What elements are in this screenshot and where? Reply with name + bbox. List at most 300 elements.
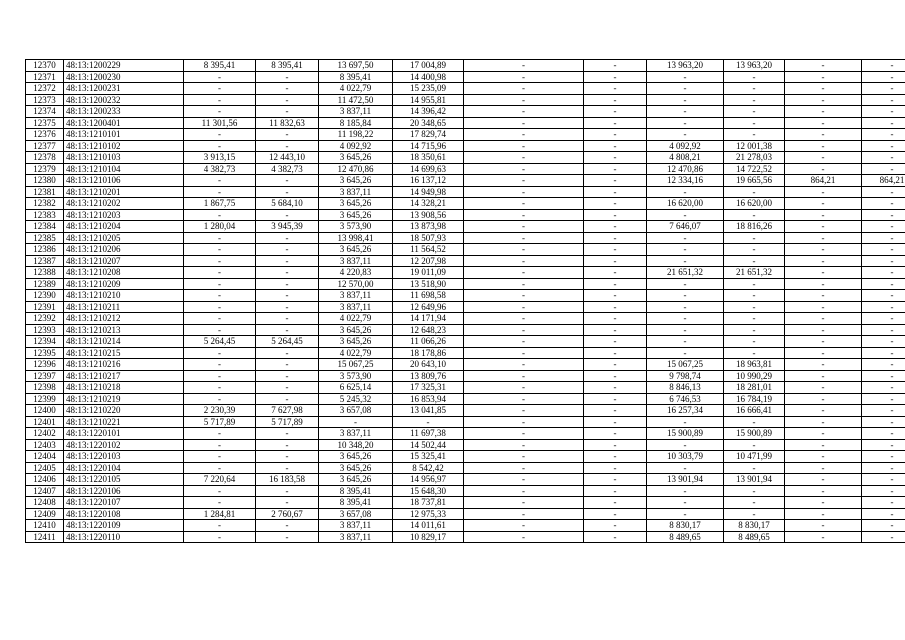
row-number-cell: 12410 (26, 520, 64, 532)
value-col-8-cell: - (584, 497, 647, 509)
row-number-cell: 12380 (26, 175, 64, 187)
value-col-11-cell: - (785, 451, 862, 463)
row-number-cell: 12370 (26, 60, 64, 72)
value-col-6-cell: 15 648,30 (393, 485, 464, 497)
value-col-5-cell: 3 645,26 (319, 175, 393, 187)
table-row (26, 71, 905, 83)
value-col-4-cell: - (256, 313, 319, 325)
value-col-8-cell: - (584, 520, 647, 532)
value-col-8-cell: - (584, 175, 647, 187)
value-col-5-cell: 11 198,22 (319, 129, 393, 141)
value-col-12-cell: - (862, 359, 905, 371)
value-col-3-cell: - (184, 106, 256, 118)
value-col-9-cell: 10 303,79 (647, 451, 724, 463)
value-col-9-cell: 15 900,89 (647, 428, 724, 440)
row-number-cell: 12394 (26, 336, 64, 348)
row-number-cell: 12374 (26, 106, 64, 118)
value-col-9-cell: 4 092,92 (647, 140, 724, 152)
table-row (26, 255, 905, 267)
value-col-7-cell: - (464, 278, 584, 290)
value-col-5-cell: 3 645,26 (319, 198, 393, 210)
value-col-9-cell: - (647, 324, 724, 336)
cadastral-number-cell: 48:13:1210219 (64, 393, 184, 405)
row-number-cell: 12373 (26, 94, 64, 106)
value-col-8-cell: - (584, 60, 647, 72)
value-col-7-cell: - (464, 94, 584, 106)
value-col-9-cell: - (647, 485, 724, 497)
value-col-4-cell: - (256, 186, 319, 198)
value-col-5-cell: 3 837,11 (319, 255, 393, 267)
value-col-12-cell: - (862, 301, 905, 313)
value-col-10-cell: - (724, 313, 785, 325)
value-col-11-cell: - (785, 405, 862, 417)
value-col-10-cell: - (724, 439, 785, 451)
value-col-11-cell: - (785, 428, 862, 440)
value-col-3-cell: 2 230,39 (184, 405, 256, 417)
value-col-10-cell: - (724, 255, 785, 267)
value-col-8-cell: - (584, 474, 647, 486)
value-col-5-cell: 3 837,11 (319, 106, 393, 118)
value-col-4-cell: - (256, 83, 319, 95)
value-col-6-cell: 18 737,81 (393, 497, 464, 509)
value-col-5-cell: 3 837,11 (319, 186, 393, 198)
value-col-6-cell: 14 955,81 (393, 94, 464, 106)
table-row (26, 83, 905, 95)
value-col-10-cell: 12 001,38 (724, 140, 785, 152)
value-col-11-cell: - (785, 129, 862, 141)
value-col-6-cell: 12 207,98 (393, 255, 464, 267)
table-row (26, 117, 905, 129)
value-col-8-cell: - (584, 117, 647, 129)
value-col-8-cell: - (584, 278, 647, 290)
table-row (26, 462, 905, 474)
value-col-8-cell: - (584, 290, 647, 302)
value-col-9-cell: - (647, 255, 724, 267)
value-col-4-cell: - (256, 267, 319, 279)
value-col-3-cell: - (184, 267, 256, 279)
value-col-11-cell: - (785, 347, 862, 359)
value-col-11-cell: - (785, 152, 862, 164)
value-col-5-cell: 4 022,79 (319, 347, 393, 359)
value-col-8-cell: - (584, 106, 647, 118)
value-col-9-cell: - (647, 497, 724, 509)
value-col-6-cell: 10 829,17 (393, 531, 464, 543)
value-col-12-cell: - (862, 451, 905, 463)
value-col-3-cell: - (184, 520, 256, 532)
value-col-6-cell: 13 518,90 (393, 278, 464, 290)
value-col-12-cell: - (862, 324, 905, 336)
value-col-4-cell: - (256, 347, 319, 359)
table-row (26, 382, 905, 394)
value-col-11-cell: - (785, 520, 862, 532)
value-col-12-cell: - (862, 244, 905, 256)
value-col-10-cell: - (724, 129, 785, 141)
value-col-9-cell: - (647, 244, 724, 256)
value-col-9-cell: - (647, 462, 724, 474)
value-col-6-cell: 11 697,38 (393, 428, 464, 440)
value-col-9-cell: - (647, 83, 724, 95)
value-col-5-cell: 4 022,79 (319, 83, 393, 95)
value-col-7-cell: - (464, 474, 584, 486)
value-col-10-cell: - (724, 290, 785, 302)
value-col-12-cell: - (862, 439, 905, 451)
value-col-3-cell: 7 220,64 (184, 474, 256, 486)
value-col-9-cell: - (647, 106, 724, 118)
value-col-12-cell: - (862, 508, 905, 520)
value-col-9-cell: 13 901,94 (647, 474, 724, 486)
value-col-8-cell: - (584, 324, 647, 336)
value-col-3-cell: - (184, 255, 256, 267)
value-col-7-cell: - (464, 324, 584, 336)
value-col-5-cell: 3 645,26 (319, 462, 393, 474)
value-col-4-cell: - (256, 382, 319, 394)
value-col-6-cell: 18 350,61 (393, 152, 464, 164)
value-col-9-cell: - (647, 313, 724, 325)
value-col-7-cell: - (464, 83, 584, 95)
value-col-3-cell: - (184, 370, 256, 382)
value-col-7-cell: - (464, 485, 584, 497)
value-col-9-cell: 21 651,32 (647, 267, 724, 279)
value-col-7-cell: - (464, 244, 584, 256)
value-col-9-cell: - (647, 278, 724, 290)
value-col-3-cell: - (184, 451, 256, 463)
cadastral-number-cell: 48:13:1200401 (64, 117, 184, 129)
cadastral-number-cell: 48:13:1220108 (64, 508, 184, 520)
value-col-11-cell: - (785, 163, 862, 175)
value-col-4-cell: - (256, 290, 319, 302)
value-col-4-cell: - (256, 462, 319, 474)
value-col-5-cell: 11 472,50 (319, 94, 393, 106)
value-col-8-cell: - (584, 232, 647, 244)
value-col-7-cell: - (464, 163, 584, 175)
value-col-11-cell: - (785, 439, 862, 451)
value-col-9-cell: 6 746,53 (647, 393, 724, 405)
value-col-8-cell: - (584, 301, 647, 313)
cadastral-number-cell: 48:13:1220107 (64, 497, 184, 509)
value-col-3-cell: - (184, 290, 256, 302)
value-col-4-cell: - (256, 393, 319, 405)
value-col-3-cell: - (184, 83, 256, 95)
row-number-cell: 12401 (26, 416, 64, 428)
value-col-4-cell: - (256, 71, 319, 83)
table-row (26, 520, 905, 532)
value-col-8-cell: - (584, 451, 647, 463)
value-col-8-cell: - (584, 163, 647, 175)
value-col-6-cell: 11 066,26 (393, 336, 464, 348)
value-col-7-cell: - (464, 301, 584, 313)
data-table (25, 59, 905, 543)
row-number-cell: 12383 (26, 209, 64, 221)
value-col-5-cell: 3 645,26 (319, 152, 393, 164)
value-col-12-cell: - (862, 71, 905, 83)
value-col-7-cell: - (464, 359, 584, 371)
value-col-5-cell: 3 573,90 (319, 221, 393, 233)
value-col-4-cell: - (256, 129, 319, 141)
value-col-6-cell: 12 975,33 (393, 508, 464, 520)
value-col-3-cell: - (184, 439, 256, 451)
value-col-5-cell: 12 470,86 (319, 163, 393, 175)
value-col-6-cell: 14 956,97 (393, 474, 464, 486)
cadastral-number-cell: 48:13:1210201 (64, 186, 184, 198)
value-col-12-cell: - (862, 405, 905, 417)
value-col-9-cell: 7 646,07 (647, 221, 724, 233)
value-col-6-cell: 20 348,65 (393, 117, 464, 129)
row-number-cell: 12389 (26, 278, 64, 290)
value-col-7-cell: - (464, 405, 584, 417)
row-number-cell: 12409 (26, 508, 64, 520)
value-col-5-cell: 3 837,11 (319, 531, 393, 543)
value-col-6-cell: 14 328,21 (393, 198, 464, 210)
value-col-3-cell: - (184, 359, 256, 371)
value-col-12-cell: - (862, 152, 905, 164)
value-col-5-cell: 3 573,90 (319, 370, 393, 382)
value-col-10-cell: - (724, 83, 785, 95)
value-col-6-cell: 14 502,44 (393, 439, 464, 451)
cadastral-number-cell: 48:13:1220104 (64, 462, 184, 474)
value-col-5-cell: 8 395,41 (319, 71, 393, 83)
value-col-6-cell: 18 507,93 (393, 232, 464, 244)
value-col-9-cell: 4 808,21 (647, 152, 724, 164)
value-col-10-cell: 13 963,20 (724, 60, 785, 72)
value-col-10-cell: - (724, 94, 785, 106)
value-col-7-cell: - (464, 520, 584, 532)
value-col-10-cell: 18 816,26 (724, 221, 785, 233)
value-col-12-cell: - (862, 520, 905, 532)
value-col-12-cell: - (862, 428, 905, 440)
value-col-5-cell: 3 837,11 (319, 520, 393, 532)
row-number-cell: 12384 (26, 221, 64, 233)
value-col-12-cell: - (862, 370, 905, 382)
cadastral-number-cell: 48:13:1210217 (64, 370, 184, 382)
table-row (26, 416, 905, 428)
value-col-11-cell: - (785, 393, 862, 405)
value-col-11-cell: - (785, 244, 862, 256)
value-col-10-cell: 16 620,00 (724, 198, 785, 210)
value-col-10-cell: 21 278,03 (724, 152, 785, 164)
value-col-4-cell: - (256, 428, 319, 440)
table-row (26, 405, 905, 417)
row-number-cell: 12397 (26, 370, 64, 382)
value-col-6-cell: 20 643,10 (393, 359, 464, 371)
value-col-5-cell: 3 657,08 (319, 508, 393, 520)
value-col-9-cell: - (647, 347, 724, 359)
cadastral-number-cell: 48:13:1210106 (64, 175, 184, 187)
value-col-5-cell: 4 022,79 (319, 313, 393, 325)
value-col-12-cell: - (862, 267, 905, 279)
value-col-3-cell: 5 264,45 (184, 336, 256, 348)
value-col-10-cell: - (724, 278, 785, 290)
value-col-8-cell: - (584, 462, 647, 474)
value-col-12-cell: - (862, 60, 905, 72)
cadastral-number-cell: 48:13:1210202 (64, 198, 184, 210)
table-row (26, 428, 905, 440)
value-col-7-cell: - (464, 71, 584, 83)
cadastral-number-cell: 48:13:1220105 (64, 474, 184, 486)
value-col-10-cell: - (724, 244, 785, 256)
cadastral-number-cell: 48:13:1210216 (64, 359, 184, 371)
value-col-10-cell: - (724, 71, 785, 83)
value-col-4-cell: - (256, 359, 319, 371)
value-col-6-cell: 14 011,61 (393, 520, 464, 532)
value-col-11-cell: - (785, 474, 862, 486)
value-col-5-cell: 8 395,41 (319, 485, 393, 497)
value-col-4-cell: 5 717,89 (256, 416, 319, 428)
value-col-8-cell: - (584, 393, 647, 405)
value-col-3-cell: - (184, 497, 256, 509)
cadastral-number-cell: 48:13:1210206 (64, 244, 184, 256)
value-col-4-cell: - (256, 278, 319, 290)
value-col-12-cell: - (862, 474, 905, 486)
value-col-4-cell: 4 382,73 (256, 163, 319, 175)
value-col-4-cell: 5 264,45 (256, 336, 319, 348)
value-col-4-cell: - (256, 232, 319, 244)
row-number-cell: 12406 (26, 474, 64, 486)
value-col-6-cell: 15 325,41 (393, 451, 464, 463)
table-row (26, 267, 905, 279)
table-row (26, 106, 905, 118)
value-col-6-cell: 18 178,86 (393, 347, 464, 359)
value-col-6-cell: 14 715,96 (393, 140, 464, 152)
value-col-5-cell: 3 657,08 (319, 405, 393, 417)
value-col-10-cell: 16 666,41 (724, 405, 785, 417)
value-col-10-cell: - (724, 336, 785, 348)
value-col-7-cell: - (464, 416, 584, 428)
value-col-10-cell: 18 281,01 (724, 382, 785, 394)
value-col-3-cell: - (184, 278, 256, 290)
row-number-cell: 12396 (26, 359, 64, 371)
value-col-3-cell: - (184, 186, 256, 198)
value-col-10-cell: 13 901,94 (724, 474, 785, 486)
value-col-3-cell: - (184, 462, 256, 474)
value-col-11-cell: - (785, 221, 862, 233)
value-col-11-cell: - (785, 531, 862, 543)
value-col-9-cell: - (647, 186, 724, 198)
row-number-cell: 12387 (26, 255, 64, 267)
value-col-8-cell: - (584, 531, 647, 543)
value-col-3-cell: - (184, 129, 256, 141)
value-col-3-cell: - (184, 301, 256, 313)
value-col-3-cell: - (184, 428, 256, 440)
value-col-10-cell: - (724, 186, 785, 198)
value-col-11-cell: - (785, 267, 862, 279)
value-col-4-cell: 5 684,10 (256, 198, 319, 210)
value-col-5-cell: 3 645,26 (319, 324, 393, 336)
value-col-4-cell: 8 395,41 (256, 60, 319, 72)
value-col-4-cell: - (256, 370, 319, 382)
value-col-7-cell: - (464, 428, 584, 440)
cadastral-number-cell: 48:13:1210204 (64, 221, 184, 233)
value-col-7-cell: - (464, 497, 584, 509)
table-row (26, 244, 905, 256)
value-col-11-cell: 864,21 (785, 175, 862, 187)
value-col-3-cell: - (184, 71, 256, 83)
value-col-6-cell: 15 235,09 (393, 83, 464, 95)
row-number-cell: 12379 (26, 163, 64, 175)
value-col-6-cell: 14 396,42 (393, 106, 464, 118)
value-col-10-cell: - (724, 485, 785, 497)
table-row (26, 94, 905, 106)
row-number-cell: 12386 (26, 244, 64, 256)
value-col-10-cell: - (724, 416, 785, 428)
value-col-3-cell: - (184, 347, 256, 359)
table-row (26, 393, 905, 405)
value-col-4-cell: 2 760,67 (256, 508, 319, 520)
value-col-10-cell: 14 722,52 (724, 163, 785, 175)
value-col-6-cell: 17 325,31 (393, 382, 464, 394)
value-col-4-cell: 11 832,63 (256, 117, 319, 129)
row-number-cell: 12395 (26, 347, 64, 359)
value-col-6-cell: 16 853,94 (393, 393, 464, 405)
value-col-7-cell: - (464, 393, 584, 405)
value-col-8-cell: - (584, 313, 647, 325)
value-col-11-cell: - (785, 290, 862, 302)
table-row (26, 497, 905, 509)
value-col-7-cell: - (464, 462, 584, 474)
value-col-9-cell: - (647, 301, 724, 313)
value-col-7-cell: - (464, 290, 584, 302)
row-number-cell: 12404 (26, 451, 64, 463)
value-col-10-cell: 8 489,65 (724, 531, 785, 543)
table-row (26, 474, 905, 486)
value-col-7-cell: - (464, 382, 584, 394)
value-col-5-cell: 3 837,11 (319, 428, 393, 440)
value-col-11-cell: - (785, 209, 862, 221)
value-col-4-cell: - (256, 531, 319, 543)
value-col-11-cell: - (785, 232, 862, 244)
value-col-8-cell: - (584, 428, 647, 440)
cadastral-number-cell: 48:13:1210209 (64, 278, 184, 290)
value-col-4-cell: 7 627,98 (256, 405, 319, 417)
value-col-7-cell: - (464, 106, 584, 118)
value-col-5-cell: 3 645,26 (319, 336, 393, 348)
value-col-5-cell: 6 625,14 (319, 382, 393, 394)
value-col-7-cell: - (464, 117, 584, 129)
value-col-9-cell: - (647, 416, 724, 428)
value-col-9-cell: 12 470,86 (647, 163, 724, 175)
value-col-7-cell: - (464, 129, 584, 141)
value-col-12-cell: - (862, 209, 905, 221)
value-col-9-cell: - (647, 508, 724, 520)
row-number-cell: 12375 (26, 117, 64, 129)
value-col-4-cell: 3 945,39 (256, 221, 319, 233)
value-col-5-cell: 5 245,32 (319, 393, 393, 405)
value-col-9-cell: 9 798,74 (647, 370, 724, 382)
value-col-3-cell: - (184, 209, 256, 221)
value-col-6-cell: 13 809,76 (393, 370, 464, 382)
value-col-3-cell: 5 717,89 (184, 416, 256, 428)
cadastral-number-cell: 48:13:1220109 (64, 520, 184, 532)
value-col-4-cell: - (256, 451, 319, 463)
value-col-5-cell: 4 092,92 (319, 140, 393, 152)
value-col-8-cell: - (584, 152, 647, 164)
value-col-9-cell: 16 620,00 (647, 198, 724, 210)
value-col-3-cell: - (184, 393, 256, 405)
cadastral-number-cell: 48:13:1210214 (64, 336, 184, 348)
value-col-12-cell: - (862, 290, 905, 302)
row-number-cell: 12400 (26, 405, 64, 417)
value-col-8-cell: - (584, 416, 647, 428)
value-col-7-cell: - (464, 347, 584, 359)
value-col-11-cell: - (785, 71, 862, 83)
table-row (26, 359, 905, 371)
value-col-11-cell: - (785, 485, 862, 497)
row-number-cell: 12388 (26, 267, 64, 279)
value-col-6-cell: 11 564,52 (393, 244, 464, 256)
value-col-4-cell: - (256, 520, 319, 532)
value-col-3-cell: - (184, 485, 256, 497)
row-number-cell: 12408 (26, 497, 64, 509)
value-col-12-cell: - (862, 416, 905, 428)
